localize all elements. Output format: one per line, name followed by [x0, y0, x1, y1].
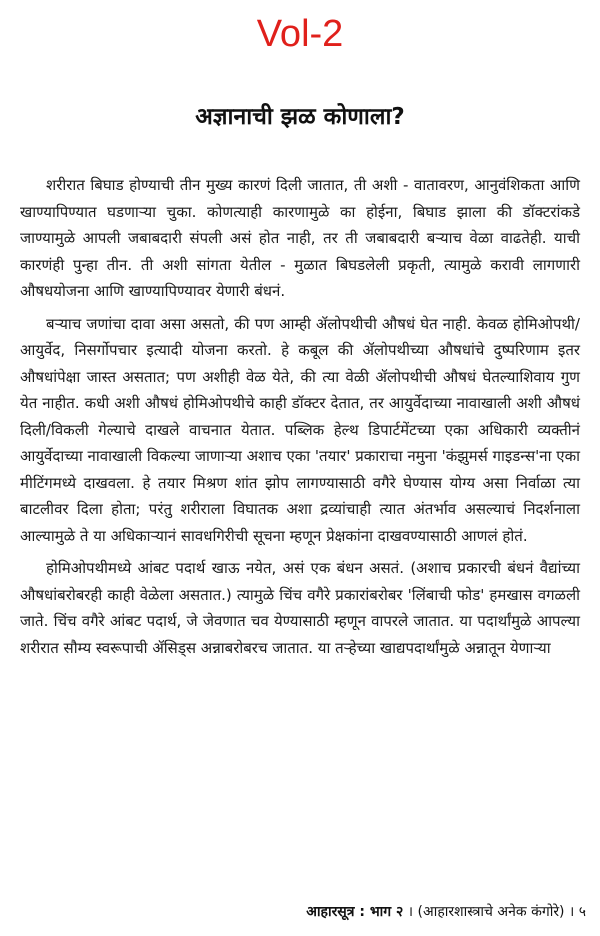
body-paragraph: होमिओपथीमध्ये आंबट पदार्थ खाऊ नयेत, असं एक बंधन असतं. (अशाच प्रकारची बंधनं वैद्यांच्या औषधांबरोबरही काही वेळेला असतात.) त्यामुळे चिंच वगैरे प्रकारांबरोबर 'लिंबाची फोड' हमखास वगळली जाते. चिंच वगैरे आंबट पदार्थ, जे जेवणात चव येण्यासाठी म्हणून वापरले जातात. या पदार्थांमुळे आपल्या शरीरात सौम्य स्वरूपाची ॲसिड्स अन्नाबरोबरच जातात. या तऱ्हेच्या खाद्यपदार्थांमुळे अन्नातून येणाऱ्या — [20, 559, 580, 657]
page-footer — [306, 901, 586, 923]
body-paragraph: बऱ्याच जणांचा दावा असा असतो, की पण आम्ही ॲलोपथीची औषधं घेत नाही. केवळ होमिओपथी/आयुर्वेद, निसर्गोपचार इत्यादी योजना करतो. हे कबूल की ॲलोपथीच्या औषधांचे दुष्परिणाम इतर औषधांपेक्षा जास्त असतात; पण अशीही वेळ येते, की त्या वेळी ॲलोपथीची औषधं घेतल्याशिवाय गुण येत नाहीत. कधी अशी औषधं होमिओपथीचे काही डॉक्टर देतात, तर आयुर्वेदाच्या नावाखाली अशी औषधं दिली/विकली गेल्याचे दाखले वाचनात येतात. पब्लिक हेल्थ डिपार्टमेंटच्या एका अधिकारी व्यक्तीनं आयुर्वेदाच्या नावाखाली विकल्या जाणाऱ्या अशाच एका 'तयार' प्रकाराचा नमुना 'कंझुमर्स गाइडन्स'ना एका मीटिंगमध्ये दाखवला. हे तयार मिश्रण शांत झोप लागण्यासाठी वगैरे घेण्यास योग्य असा निर्वाळा त्या बाटलीवर दिला होता; परंतु शरीराला विघातक अशा द्रव्यांचाही त्यात अंतर्भाव असल्याचं निदर्शनाला आल्यामुळे ते या अधिकाऱ्यानं सावधगिरीची सूचना म्हणून प्रेक्षकांना दाखवण्यासाठी आणलं होतं. — [20, 314, 580, 545]
volume-label: Vol-2 — [256, 13, 344, 55]
body-paragraph: शरीरात बिघाड होण्याची तीन मुख्य कारणं दिली जातात, ती अशी - वातावरण, आनुवंशिकता आणि खाण्यापिण्यात घडणाऱ्या चुका. कोणत्याही कारणामुळे का होईना, बिघाड झाला की डॉक्टरांकडे जाण्यामुळे आपली जबाबदारी संपली असं होत नाही, तर ती जबाबदारी बऱ्याच वेळा वाढतेही. याची कारणंही पुन्हा तीन. ती अशी सांगता येतील - मुळात बिघडलेली प्रकृती, त्यामुळे करावी लागणारी औषधयोजना आणि खाण्यापिण्यावर येणारी बंधनं. — [20, 176, 580, 300]
footer-book-title: आहारसूत्र : भाग २ — [306, 904, 404, 920]
footer-subtitle-page-number: । (आहारशास्त्राचे अनेक कंगोरे) । ५ — [407, 904, 586, 920]
chapter-title: अज्ञानाची झळ कोणाला? — [195, 104, 405, 130]
chapter-body — [20, 172, 580, 667]
